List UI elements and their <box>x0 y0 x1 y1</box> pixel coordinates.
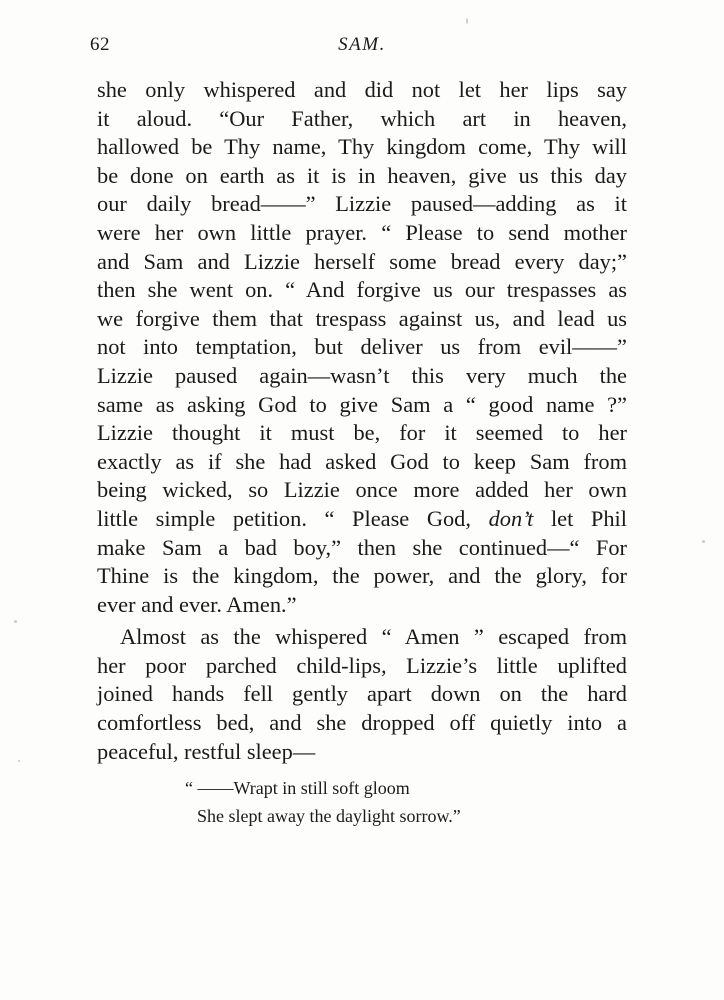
text-fragment: let Phil <box>533 505 628 531</box>
page-number: 62 <box>90 34 110 55</box>
scan-speck <box>466 18 468 24</box>
text-line: exactly as if she had asked God to keep Sam from <box>97 448 627 474</box>
text-line: Lizzie thought it must be, for it seemed to her <box>97 420 627 446</box>
text-line: make Sam a bad boy,” then she continued—“ For <box>97 534 627 560</box>
text-line: Lizzie paused again—wasn’t this very much the <box>97 362 627 388</box>
text-line: Almost as the whispered “ Amen ” escaped from <box>120 624 627 650</box>
scan-speck <box>18 760 20 762</box>
running-title: SAM. <box>338 34 386 55</box>
text-line: then she went on. “ And forgive us our trespasses as <box>97 277 627 303</box>
scan-speck <box>14 620 17 623</box>
text-line: joined hands fell gently apart down on the hard <box>97 681 627 707</box>
italic-emphasis: don’t <box>488 505 534 531</box>
text-line: her poor parched child-lips, Lizzie’s little uplifted <box>97 652 627 678</box>
text-line: same as asking God to give Sam a “ good name ?” <box>97 391 627 417</box>
text-line: be done on earth as it is in heaven, give us this day <box>97 162 627 188</box>
text-line: it aloud. “Our Father, which art in heaven, <box>97 105 627 131</box>
text-line: comfortless bed, and she dropped off quietly into a <box>97 710 627 736</box>
text-line: ever and ever. Amen.” <box>97 591 297 617</box>
text-line: being wicked, so Lizzie once more added her own <box>97 477 627 503</box>
text-line: and Sam and Lizzie herself some bread every day;” <box>97 248 627 274</box>
text-line: we forgive them that trespass against us, and lead us <box>97 305 627 331</box>
text-line: not into temptation, but deliver us from evil——” <box>97 334 627 360</box>
text-line: hallowed be Thy name, Thy kingdom come, Thy will <box>97 134 627 160</box>
text-line: she only whispered and did not let her lips say <box>97 77 627 102</box>
text-line: were her own little prayer. “ Please to send mother <box>97 219 627 245</box>
text-fragment: little simple petition. “ Please God, <box>97 505 489 531</box>
verse-line: “ ——Wrapt in still soft gloom <box>185 778 410 798</box>
text-line: peaceful, restful sleep— <box>97 738 316 764</box>
scan-speck <box>702 540 705 543</box>
verse-line: She slept away the daylight sorrow.” <box>197 806 461 826</box>
text-line-with-italic <box>97 505 627 534</box>
text-line: Thine is the kingdom, the power, and the glory, for <box>97 563 627 589</box>
verse-quote <box>185 774 461 830</box>
body-text <box>97 76 627 766</box>
text-line: our daily bread——” Lizzie paused—adding as it <box>97 191 627 217</box>
